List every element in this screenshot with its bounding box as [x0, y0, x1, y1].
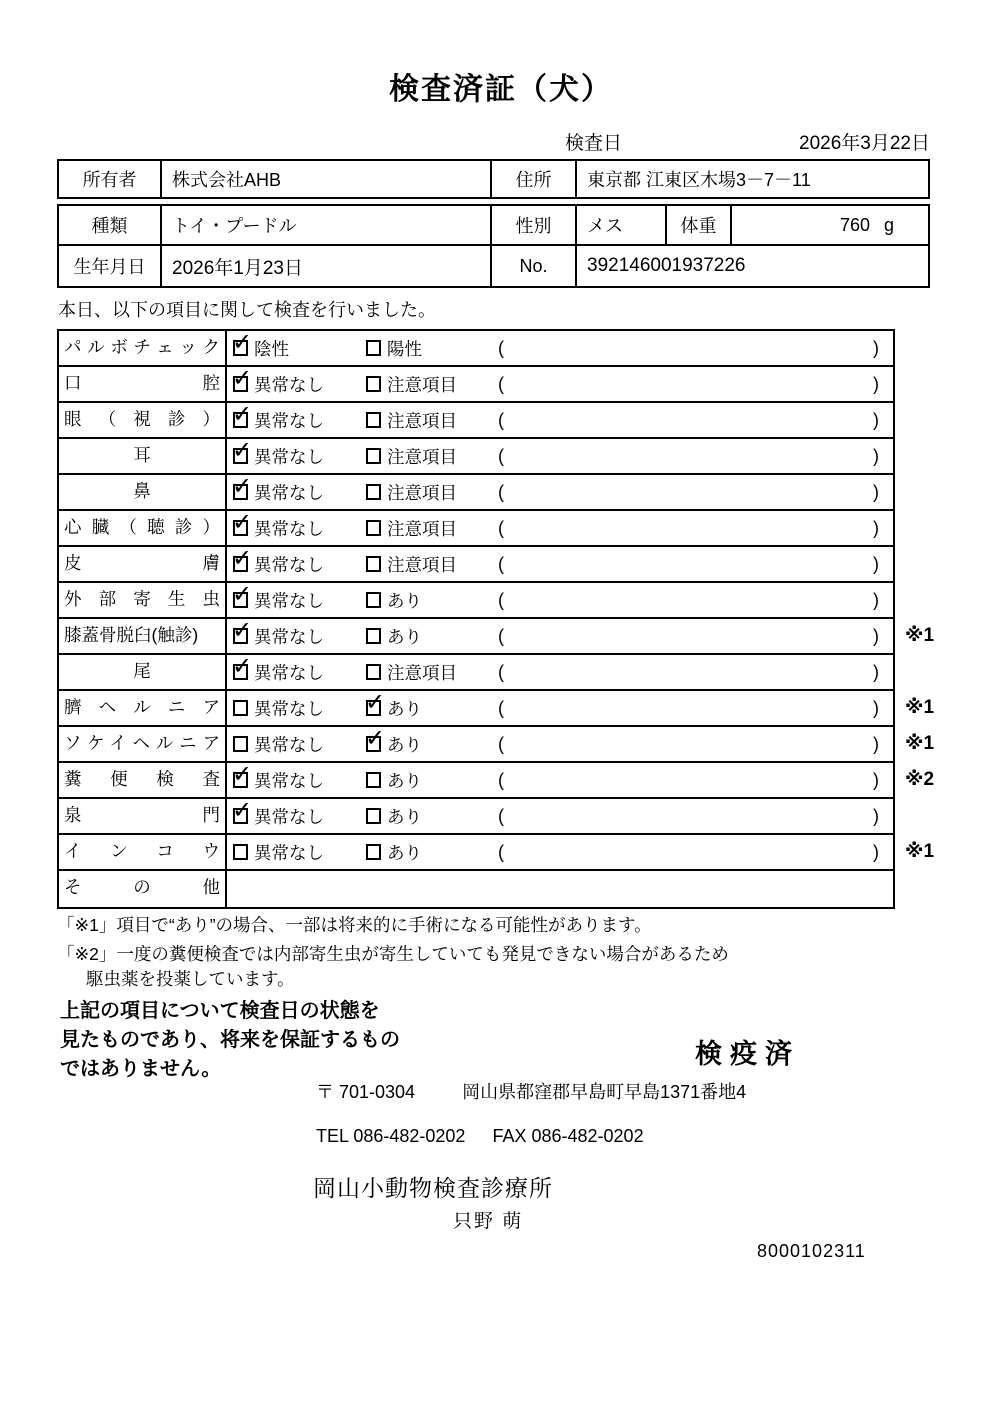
item-label: 外部寄生虫 — [59, 583, 227, 617]
option1 — [227, 727, 360, 761]
checkbox — [233, 628, 248, 644]
checkbox — [233, 376, 248, 392]
disclaimer-line-1: 上記の項目について検査日の状態を — [60, 1000, 380, 1022]
paren-open: ( — [498, 337, 504, 358]
findings-field — [493, 763, 893, 797]
findings-field — [493, 727, 893, 761]
checklist-row — [59, 619, 935, 655]
option2 — [360, 439, 493, 473]
item-label: 鼻 — [59, 475, 227, 509]
sex-label: 性別 — [492, 206, 577, 244]
footnote-2: 「※2」一度の糞便検査では内部寄生虫が寄生していても発見できない場合があるため — [57, 944, 729, 964]
item-label: その他 — [59, 871, 227, 907]
checklist-row — [59, 511, 893, 547]
birth-label: 生年月日 — [59, 246, 162, 286]
checkbox — [366, 700, 381, 716]
option-label: 注意項目 — [387, 554, 457, 575]
breed-row — [59, 206, 928, 246]
checkbox — [366, 556, 381, 572]
option-label: 異常なし — [254, 554, 324, 575]
option2 — [360, 691, 493, 725]
option1 — [227, 475, 360, 509]
checklist-row — [59, 763, 935, 799]
pet-table — [57, 204, 930, 288]
weight-label: 体重 — [667, 206, 732, 244]
item-label: インコウ — [59, 835, 227, 869]
footnote-1: 「※1」項目で“あり”の場合、一部は将来的に手術になる可能性があります。 — [57, 915, 652, 935]
weight-unit: g — [883, 214, 894, 235]
quarantine-stamp: 検疫済 — [695, 1039, 800, 1069]
findings-field — [493, 583, 893, 617]
checklist-row — [59, 691, 935, 727]
checkbox — [366, 520, 381, 536]
option-label: 注意項目 — [387, 374, 457, 395]
paren-close: ) — [873, 769, 879, 790]
disclaimer — [60, 997, 400, 1084]
paren-open: ( — [498, 805, 504, 826]
footnote-mark: ※1 — [905, 697, 935, 718]
findings-field — [493, 655, 893, 689]
paren-open: ( — [498, 841, 504, 862]
footnote-mark: ※1 — [905, 733, 935, 754]
option1 — [227, 619, 360, 653]
paren-close: ) — [873, 409, 879, 430]
option-label: 注意項目 — [387, 446, 457, 467]
option-label: あり — [387, 626, 422, 647]
checkbox — [233, 340, 248, 356]
disclaimer-line-3: ではありません。 — [60, 1058, 222, 1080]
checkbox — [366, 484, 381, 500]
item-label: 臍ヘルニア — [59, 691, 227, 725]
no-value: 392146001937226 — [587, 255, 746, 276]
paren-close: ) — [873, 625, 879, 646]
owner-value: 株式会社AHB — [162, 161, 492, 197]
checklist-row — [59, 475, 893, 511]
option-label: 異常なし — [254, 662, 324, 683]
paren-open: ( — [498, 661, 504, 682]
paren-close: ) — [873, 373, 879, 394]
paren-close: ) — [873, 805, 879, 826]
option-label: 異常なし — [254, 410, 324, 431]
paren-open: ( — [498, 445, 504, 466]
option1 — [227, 331, 360, 365]
option2 — [360, 331, 493, 365]
checkbox — [366, 772, 381, 788]
findings-field — [493, 619, 893, 653]
clinic-name: 岡山小動物検査診療所 — [313, 1175, 553, 1201]
checkbox — [233, 484, 248, 500]
option-label: 注意項目 — [387, 662, 457, 683]
findings-field — [493, 475, 893, 509]
checklist-row — [59, 547, 893, 583]
option-label: 異常なし — [254, 770, 324, 791]
checkbox — [233, 556, 248, 572]
option2 — [360, 475, 493, 509]
option2 — [360, 547, 493, 581]
owner-row — [59, 161, 928, 197]
option-label: 異常なし — [254, 590, 324, 611]
findings-field — [493, 799, 893, 833]
checkbox — [233, 700, 248, 716]
findings-field — [493, 367, 893, 401]
option2 — [360, 835, 493, 869]
paren-close: ) — [873, 481, 879, 502]
option1 — [227, 691, 360, 725]
option-label: 異常なし — [254, 806, 324, 827]
findings-field — [493, 331, 893, 365]
sex-value: メス — [577, 206, 667, 244]
checkbox — [233, 520, 248, 536]
checkbox — [366, 664, 381, 680]
paren-open: ( — [498, 517, 504, 538]
checklist-row — [59, 583, 893, 619]
paren-open: ( — [498, 589, 504, 610]
checkbox — [366, 376, 381, 392]
checkbox — [366, 592, 381, 608]
weight-cell — [732, 206, 928, 244]
paren-close: ) — [873, 337, 879, 358]
option1 — [227, 403, 360, 437]
paren-close: ) — [873, 697, 879, 718]
option-label: あり — [387, 734, 422, 755]
inspection-date-value: 2026年3月22日 — [799, 133, 930, 154]
option2 — [360, 619, 493, 653]
checkbox — [366, 808, 381, 824]
checkbox — [233, 448, 248, 464]
intro-text: 本日、以下の項目に関して検査を行いました。 — [58, 300, 436, 320]
paren-close: ) — [873, 445, 879, 466]
checkbox — [233, 664, 248, 680]
option2 — [360, 511, 493, 545]
option-label: 異常なし — [254, 446, 324, 467]
checklist-row — [59, 835, 935, 871]
item-label: 尾 — [59, 655, 227, 689]
checkbox — [233, 592, 248, 608]
checklist-row — [59, 871, 893, 907]
clinic-postal-line — [316, 1078, 746, 1104]
option1 — [227, 439, 360, 473]
checkbox — [233, 412, 248, 428]
paren-open: ( — [498, 409, 504, 430]
option-label: あり — [387, 590, 422, 611]
option-label: あり — [387, 842, 422, 863]
option1 — [227, 547, 360, 581]
findings-field — [493, 691, 893, 725]
paren-close: ) — [873, 661, 879, 682]
option1 — [227, 799, 360, 833]
breed-label: 種類 — [59, 206, 162, 244]
checkbox — [366, 448, 381, 464]
serial-number: 8000102311 — [757, 1241, 866, 1261]
breed-value: トイ・プードル — [162, 206, 492, 244]
option-label: 異常なし — [254, 482, 324, 503]
checkbox — [366, 736, 381, 752]
clinic-tel: TEL 086-482-0202 — [316, 1126, 466, 1146]
option-label: あり — [387, 770, 422, 791]
footnote-mark: ※1 — [905, 841, 935, 862]
option-label: 異常なし — [254, 698, 324, 719]
checklist-row — [59, 799, 893, 835]
checkbox — [233, 772, 248, 788]
option1 — [227, 655, 360, 689]
item-label: 耳 — [59, 439, 227, 473]
option-label: 注意項目 — [387, 518, 457, 539]
clinic-address: 岡山県都窪郡早島町早島1371番地4 — [462, 1082, 747, 1102]
option-label: 陽性 — [387, 338, 422, 359]
checkbox — [366, 844, 381, 860]
option-label: あり — [387, 698, 422, 719]
option-label: 異常なし — [254, 626, 324, 647]
checkbox — [233, 736, 248, 752]
item-label: 口腔 — [59, 367, 227, 401]
page-title: 検査済証（犬） — [389, 73, 613, 106]
checklist-row — [59, 367, 893, 403]
item-label: 泉門 — [59, 799, 227, 833]
item-label: パルボチェック — [59, 331, 227, 365]
checkbox — [366, 628, 381, 644]
checkbox — [366, 412, 381, 428]
checkbox — [233, 808, 248, 824]
option-label: 異常なし — [254, 518, 324, 539]
findings-field — [493, 511, 893, 545]
option-label: 注意項目 — [387, 410, 457, 431]
paren-close: ) — [873, 733, 879, 754]
footnote-mark: ※1 — [905, 625, 935, 646]
birth-row — [59, 246, 928, 286]
option2 — [360, 763, 493, 797]
paren-close: ) — [873, 553, 879, 574]
option1 — [227, 583, 360, 617]
paren-open: ( — [498, 625, 504, 646]
option-label: 異常なし — [254, 842, 324, 863]
item-label: 心臓（聴診） — [59, 511, 227, 545]
checklist-row — [59, 655, 893, 691]
option2 — [360, 367, 493, 401]
checklist-row — [59, 331, 893, 367]
option-label: 異常なし — [254, 374, 324, 395]
address-label: 住所 — [492, 161, 577, 197]
option2 — [360, 583, 493, 617]
paren-open: ( — [498, 769, 504, 790]
option2 — [360, 799, 493, 833]
option-label: 異常なし — [254, 734, 324, 755]
paren-open: ( — [498, 481, 504, 502]
findings-field — [493, 547, 893, 581]
owner-label: 所有者 — [59, 161, 162, 197]
veterinarian-name: 只野 萌 — [453, 1211, 524, 1232]
item-label: ソケイヘルニア — [59, 727, 227, 761]
checklist-table — [57, 329, 935, 909]
checklist-row — [59, 727, 935, 763]
findings-field — [493, 439, 893, 473]
clinic-tel-line — [316, 1126, 644, 1147]
option1 — [227, 511, 360, 545]
option2 — [360, 727, 493, 761]
paren-open: ( — [498, 373, 504, 394]
disclaimer-line-2: 見たものであり、将来を保証するもの — [60, 1029, 400, 1051]
clinic-postal: 〒 701-0304 — [316, 1082, 416, 1102]
findings-field — [493, 403, 893, 437]
item-label: 糞便検査 — [59, 763, 227, 797]
paren-open: ( — [498, 553, 504, 574]
option1 — [227, 763, 360, 797]
paren-open: ( — [498, 733, 504, 754]
item-label: 皮膚 — [59, 547, 227, 581]
findings-field — [493, 835, 893, 869]
birth-value: 2026年1月23日 — [162, 246, 492, 286]
option-label: 注意項目 — [387, 482, 457, 503]
checkbox — [366, 340, 381, 356]
item-label: 膝蓋骨脱臼(触診) — [59, 619, 227, 653]
item-label: 眼（視診） — [59, 403, 227, 437]
address-value: 東京都 江東区木場3－7－11 — [587, 170, 811, 190]
checklist-row — [59, 439, 893, 475]
paren-close: ) — [873, 841, 879, 862]
option2 — [360, 403, 493, 437]
option1 — [227, 367, 360, 401]
paren-open: ( — [498, 697, 504, 718]
option1 — [227, 835, 360, 869]
checklist-row — [59, 403, 893, 439]
clinic-fax: FAX 086-482-0202 — [492, 1126, 644, 1146]
no-label: No. — [492, 246, 577, 286]
footnote-mark: ※2 — [905, 769, 935, 790]
inspection-date-label: 検査日 — [565, 133, 623, 154]
paren-close: ) — [873, 589, 879, 610]
footnote-2-cont: 駆虫薬を投薬しています。 — [86, 969, 295, 989]
paren-close: ) — [873, 517, 879, 538]
weight-value: 760 — [839, 214, 870, 235]
checkbox — [233, 844, 248, 860]
owner-table — [57, 159, 930, 199]
option-label: あり — [387, 806, 422, 827]
option-label: 陰性 — [254, 338, 289, 359]
option2 — [360, 655, 493, 689]
